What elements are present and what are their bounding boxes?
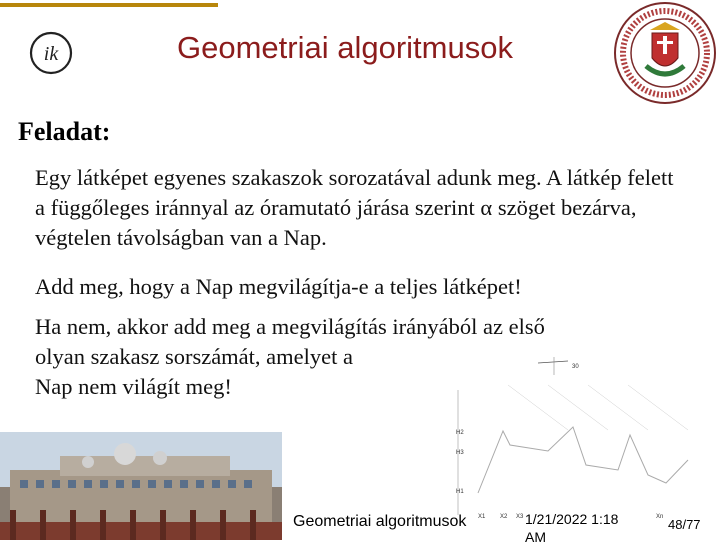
top-accent-bar <box>0 3 218 7</box>
task-paragraph-2: Add meg, hogy a Nap megvilágítja-e a teljes látképet! <box>35 274 522 299</box>
x-label-3: X3 <box>516 514 524 520</box>
sun-direction-line <box>538 361 568 363</box>
x-label-1: X1 <box>478 514 486 520</box>
campus-building-photo <box>0 432 282 540</box>
footer-page-number: 48/77 <box>668 517 701 532</box>
y-label-h1: H1 <box>456 489 464 495</box>
footer-date-line-2: AM <box>525 529 546 545</box>
angle-label: 30 <box>572 364 579 370</box>
slide-title: Geometriai algoritmusok <box>177 30 513 65</box>
footer-date-line-1: 1/21/2022 1:18 <box>525 511 619 527</box>
x-label-n: Xn <box>656 514 664 520</box>
svg-text:ik: ik <box>43 43 59 65</box>
footer-date <box>525 510 640 546</box>
sun-ray-lines <box>508 385 688 430</box>
landscape-polyline <box>478 427 688 493</box>
task-paragraph-1: Egy látképet egyenes szakaszok sorozatával adunk meg. A látkép felett a függőleges iránnyal az óramutató járása szerint α szöget bezárva, végtelen távolságban van a Nap. <box>35 165 674 250</box>
task-paragraph-3-line-1: Ha nem, akkor add meg a megvilágítás irányából az első <box>35 314 545 339</box>
task-paragraph-3-line-3: Nap nem világít meg! <box>35 374 232 399</box>
landscape-figure <box>448 355 718 525</box>
task-paragraph-3-line-2: olyan szakasz sorszámát, amelyet a <box>35 344 353 369</box>
university-seal-icon <box>612 0 718 106</box>
task-heading: Feladat: <box>18 117 111 146</box>
ik-logo-icon <box>28 30 74 76</box>
y-label-h3: H3 <box>456 450 464 456</box>
y-label-h2: H2 <box>456 430 464 436</box>
footer-title: Geometriai algoritmusok <box>293 513 467 530</box>
x-label-2: X2 <box>500 514 508 520</box>
